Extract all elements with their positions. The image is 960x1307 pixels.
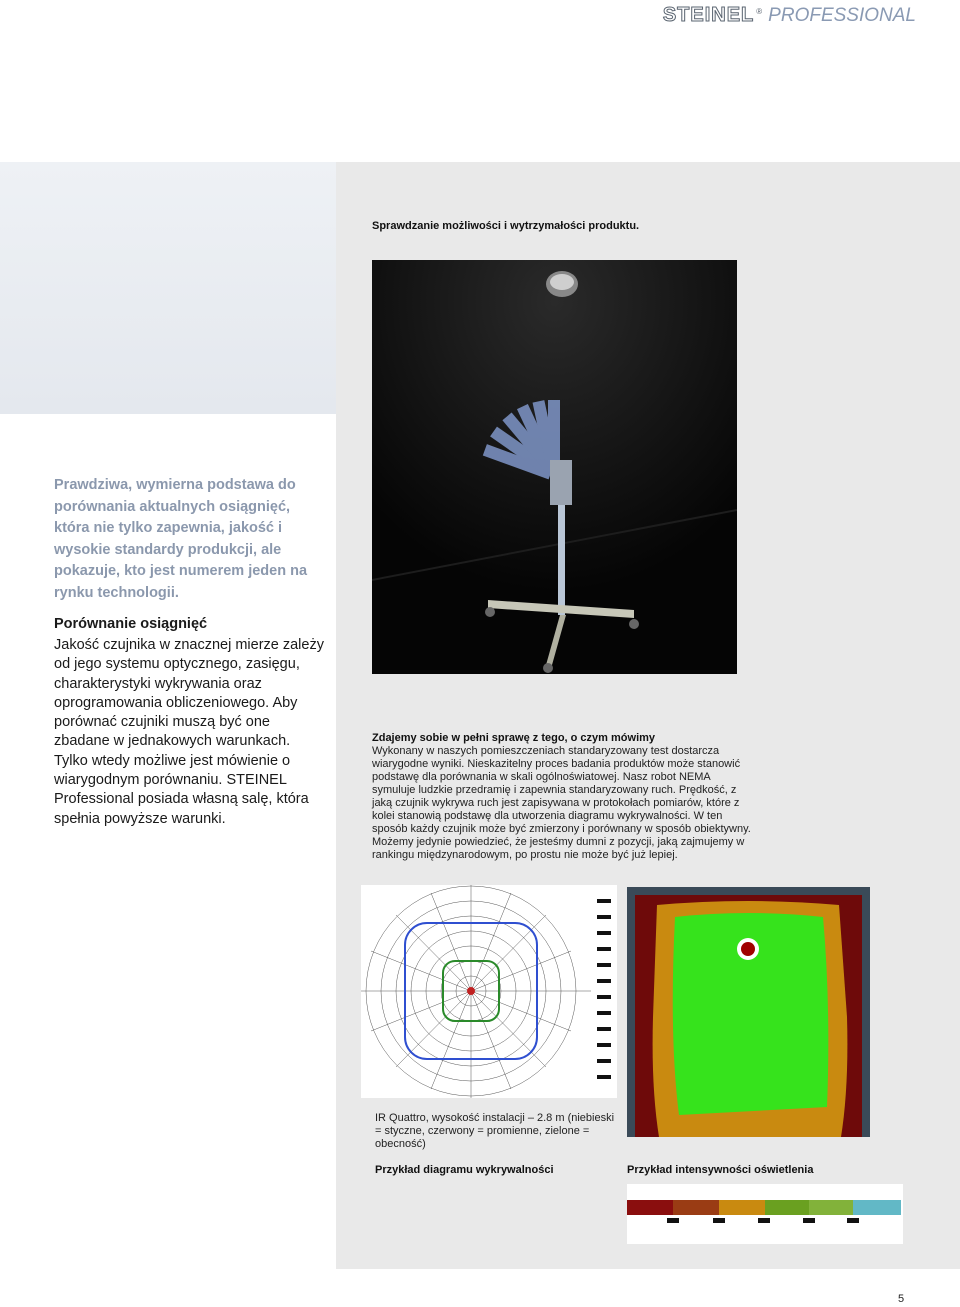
illumination-legend <box>627 1184 903 1244</box>
detection-diagram <box>361 885 617 1098</box>
brand-name: STEINEL <box>662 4 755 26</box>
registered-mark: ® <box>756 7 763 16</box>
legend-tick-3 <box>758 1218 770 1223</box>
brand-suffix: PROFESSIONAL <box>768 4 916 26</box>
description-heading: Zdajemy sobie w pełni sprawę z tego, o czym mówimy <box>372 732 656 744</box>
legend-tick-2 <box>713 1218 725 1223</box>
legend-swatch-1 <box>627 1200 673 1215</box>
legend-tick-4 <box>803 1218 815 1223</box>
legend-swatch-6 <box>853 1200 901 1215</box>
legend-tick-1 <box>667 1218 679 1223</box>
compare-heading: Porównanie osiągnięć <box>54 616 208 632</box>
legend-tick-5 <box>847 1218 859 1223</box>
legend-swatch-4 <box>765 1200 809 1215</box>
legend-swatch-2 <box>673 1200 719 1215</box>
page-number: 5 <box>898 1293 905 1305</box>
brand-logo <box>663 4 916 27</box>
intro-text: Prawdziwa, wymierna podstawa do porównania aktualnych osiągnięć, która nie tylko zapewnia, jakość i wysokie standardy produkcji, ale pokazuje, kto jest numerem jeden na rynku technologii. <box>54 477 308 601</box>
legend-swatch-3 <box>719 1200 765 1215</box>
photo-caption: Sprawdzanie możliwości i wytrzymałości produktu. <box>372 220 640 232</box>
legend-swatch-5 <box>809 1200 853 1215</box>
heatmap-label: Przykład intensywności oświetlenia <box>627 1164 814 1176</box>
test-room-photo <box>372 260 737 674</box>
diagram-label: Przykład diagramu wykrywalności <box>375 1164 554 1176</box>
diagram-caption: IR Quattro, wysokość instalacji – 2.8 m (niebieski = styczne, czerwony = promienne, zielone = obecność) <box>375 1112 615 1150</box>
compare-body: Jakość czujnika w znacznej mierze zależy od jego systemu optycznego, zasięgu, charakterystyki wykrywania oraz oprogramowania obliczeniowego. Aby porównać czujniki muszą być one zbadane w jednakowych warunkach. Tylko wtedy możliwe jest mówienie o wiarygodnym porównaniu. STEINEL Professional posiada własną salę, która spełnia powyższe warunki. <box>54 637 324 827</box>
left-decor-panel <box>0 162 336 414</box>
illumination-heatmap <box>627 887 870 1137</box>
description-body: Wykonany w naszych pomieszczeniach standaryzowany test dostarcza wiarygodne wyniki. Nieskazitelny proces badania produktów może stanowić podstawę dla porównania w skali ogólnoświatowej. Nasz robot NEMA symuluje ludzkie przedramię i zapewnia standaryzowany ruch. Prędkość, z jaką czujnik wykrywa ruch jest zapisywana w protokołach pomiarów, które z kolei stanowią podstawę dla utworzenia diagramu wykrywalności. W ten sposób każdy czujnik może być zmierzony i porównany w sposób obiektywny. Możemy jedynie powiedzieć, że jesteśmy dumni z pozycji, jaką zajmujemy w rankingu międzynarodowym, po prostu nie może być już lepiej. <box>372 745 751 861</box>
